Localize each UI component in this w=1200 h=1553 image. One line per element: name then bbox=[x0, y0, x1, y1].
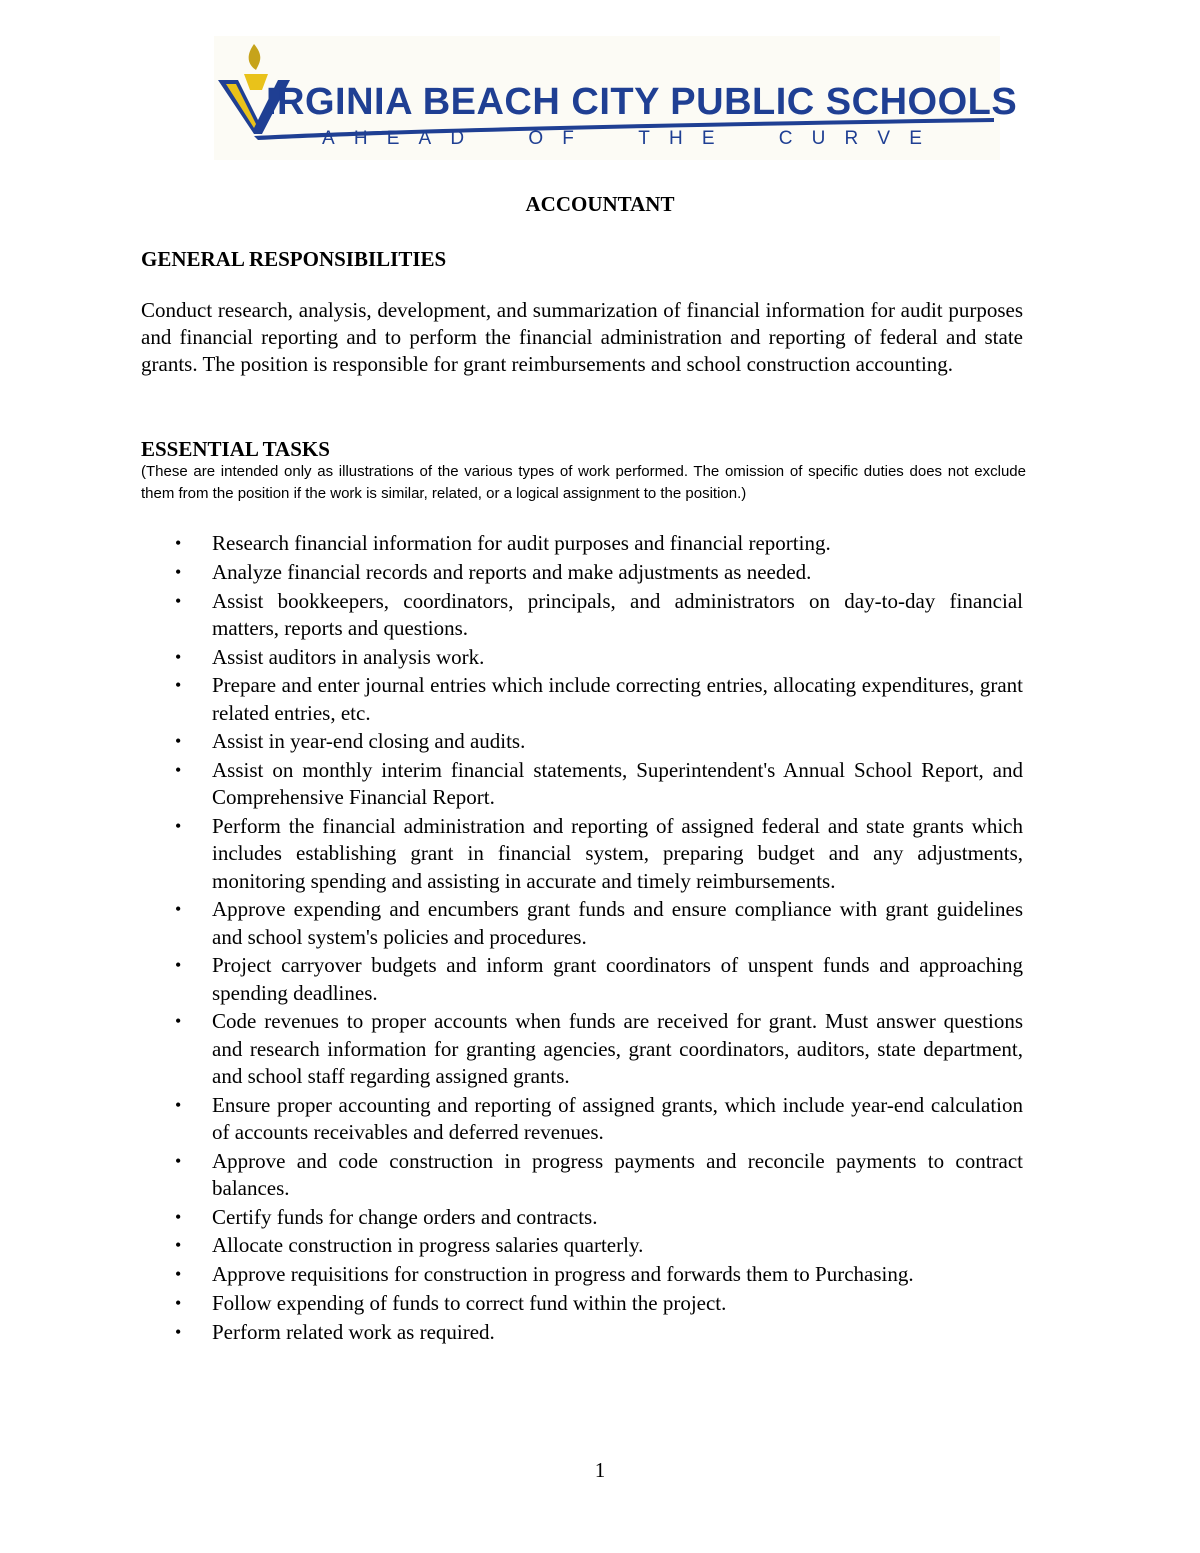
bullet-icon: • bbox=[175, 1292, 182, 1313]
bullet-icon: • bbox=[175, 1235, 182, 1256]
task-item bbox=[141, 559, 1023, 586]
task-text: Certify funds for change orders and contracts. bbox=[212, 1204, 598, 1229]
bullet-icon: • bbox=[175, 816, 182, 837]
logo-tagline-letter: O bbox=[528, 128, 544, 149]
bullet-icon: • bbox=[175, 899, 182, 920]
task-item bbox=[141, 530, 1023, 557]
bullet-icon: • bbox=[175, 955, 182, 976]
task-text: Analyze financial records and reports and make adjustments as needed. bbox=[212, 559, 812, 584]
task-item bbox=[141, 1008, 1023, 1090]
task-list bbox=[141, 530, 1023, 1348]
bullet-icon: • bbox=[175, 1150, 182, 1171]
task-item bbox=[141, 728, 1023, 755]
logo-tagline-letter: R bbox=[844, 128, 859, 149]
task-item bbox=[141, 1232, 1023, 1259]
bullet-icon: • bbox=[175, 1206, 182, 1227]
task-text: Code revenues to proper accounts when funds are received for grant. Must answer questions and research information for granting agencies, grant coordinators, auditors, state department, and school staff regarding assigned grants. bbox=[212, 1009, 1023, 1088]
task-item bbox=[141, 1092, 1023, 1146]
essential-tasks-note: (These are intended only as illustrations of the various types of work performed. The omission of specific duties does not exclude them from the position if the work is similar, related, or a logical assignment to the position.) bbox=[141, 463, 1026, 502]
task-text: Prepare and enter journal entries which include correcting entries, allocating expenditures, grant related entries, etc. bbox=[212, 673, 1023, 725]
task-text: Allocate construction in progress salaries quarterly. bbox=[212, 1233, 644, 1258]
logo-tagline bbox=[322, 129, 922, 148]
logo-tagline-letter bbox=[483, 129, 509, 148]
logo-tagline-letter: E bbox=[701, 128, 715, 149]
task-text: Ensure proper accounting and reporting of assigned grants, which include year-end calculation of accounts receivables and deferred revenues. bbox=[212, 1092, 1023, 1144]
task-text: Assist on monthly interim financial statements, Superintendent's Annual School Report, and Comprehensive Financial Report. bbox=[212, 758, 1023, 810]
bullet-icon: • bbox=[175, 760, 182, 781]
task-text: Approve and code construction in progress payments and reconcile payments to contract balances. bbox=[212, 1148, 1023, 1200]
general-responsibilities-heading: GENERAL RESPONSIBILITIES bbox=[141, 247, 447, 271]
logo-tagline-letter: T bbox=[638, 128, 650, 149]
logo-tagline-letter: V bbox=[877, 128, 891, 149]
bullet-icon: • bbox=[175, 1011, 182, 1032]
bullet-icon: • bbox=[175, 675, 182, 696]
logo-tagline-letter: H bbox=[668, 128, 683, 149]
bullet-icon: • bbox=[175, 590, 182, 611]
page-number: 1 bbox=[594, 1458, 606, 1482]
bullet-icon: • bbox=[175, 1264, 182, 1285]
logo-tagline-letter: A bbox=[322, 128, 335, 149]
task-item bbox=[141, 1261, 1023, 1288]
task-item bbox=[141, 1290, 1023, 1317]
logo-tagline-letter: E bbox=[386, 128, 400, 149]
task-text: Approve requisitions for construction in progress and forwards them to Purchasing. bbox=[212, 1262, 914, 1287]
task-item bbox=[141, 952, 1023, 1006]
bullet-icon: • bbox=[175, 533, 182, 553]
task-text: Perform the financial administration and reporting of assigned federal and state grants which includes establishing grant in financial system, preparing budget and any adjustments, monitoring spending and assisting in accurate and timely reimbursements. bbox=[212, 814, 1023, 893]
logo-name: IRGINIA BEACH CITY PUBLIC SCHOOLS bbox=[266, 81, 1018, 123]
logo-tagline-letter: C bbox=[778, 128, 793, 149]
task-item bbox=[141, 813, 1023, 895]
bullet-icon: • bbox=[175, 646, 182, 667]
bullet-icon: • bbox=[175, 1094, 182, 1115]
task-text: Assist auditors in analysis work. bbox=[212, 644, 485, 669]
general-responsibilities-text: Conduct research, analysis, development, and summarization of financial information for audit purposes and financial reporting and to perform the financial administration and reporting of federal and state grants. The position is responsible for grant reimbursements and school construction accounting. bbox=[141, 298, 1023, 377]
logo-tagline-letter bbox=[734, 129, 760, 148]
bullet-icon: • bbox=[175, 561, 182, 582]
task-text: Assist bookkeepers, coordinators, principals, and administrators on day-to-day financial matters, reports and questions. bbox=[212, 588, 1023, 640]
bullet-icon: • bbox=[175, 731, 182, 752]
task-item bbox=[141, 1319, 1023, 1346]
logo bbox=[214, 36, 1018, 160]
logo-tagline-letter: A bbox=[418, 128, 432, 149]
document-title: ACCOUNTANT bbox=[525, 192, 675, 216]
logo-tagline-letter: F bbox=[562, 128, 574, 149]
task-text: Project carryover budgets and inform grant coordinators of unspent funds and approaching spending deadlines. bbox=[212, 953, 1023, 1005]
task-text: Research financial information for audit purposes and financial reporting. bbox=[212, 531, 831, 555]
task-item bbox=[141, 588, 1023, 642]
bullet-icon: • bbox=[175, 1321, 182, 1342]
logo-tagline-letter: U bbox=[811, 128, 826, 149]
task-item bbox=[141, 644, 1023, 671]
task-text: Assist in year-end closing and audits. bbox=[212, 729, 526, 754]
task-text: Approve expending and encumbers grant funds and ensure compliance with grant guidelines and school system's policies and procedures. bbox=[212, 897, 1023, 949]
task-item bbox=[141, 896, 1023, 950]
task-text: Perform related work as required. bbox=[212, 1319, 495, 1344]
logo-tagline-letter: D bbox=[450, 128, 465, 149]
task-text: Follow expending of funds to correct fund within the project. bbox=[212, 1290, 727, 1315]
task-item bbox=[141, 757, 1023, 811]
task-item bbox=[141, 1148, 1023, 1202]
essential-tasks-heading: ESSENTIAL TASKS bbox=[141, 437, 330, 461]
task-item bbox=[141, 1204, 1023, 1231]
logo-tagline-letter: E bbox=[909, 128, 922, 149]
task-item bbox=[141, 672, 1023, 726]
logo-tagline-letter bbox=[593, 129, 619, 148]
logo-tagline-letter: H bbox=[353, 128, 368, 149]
